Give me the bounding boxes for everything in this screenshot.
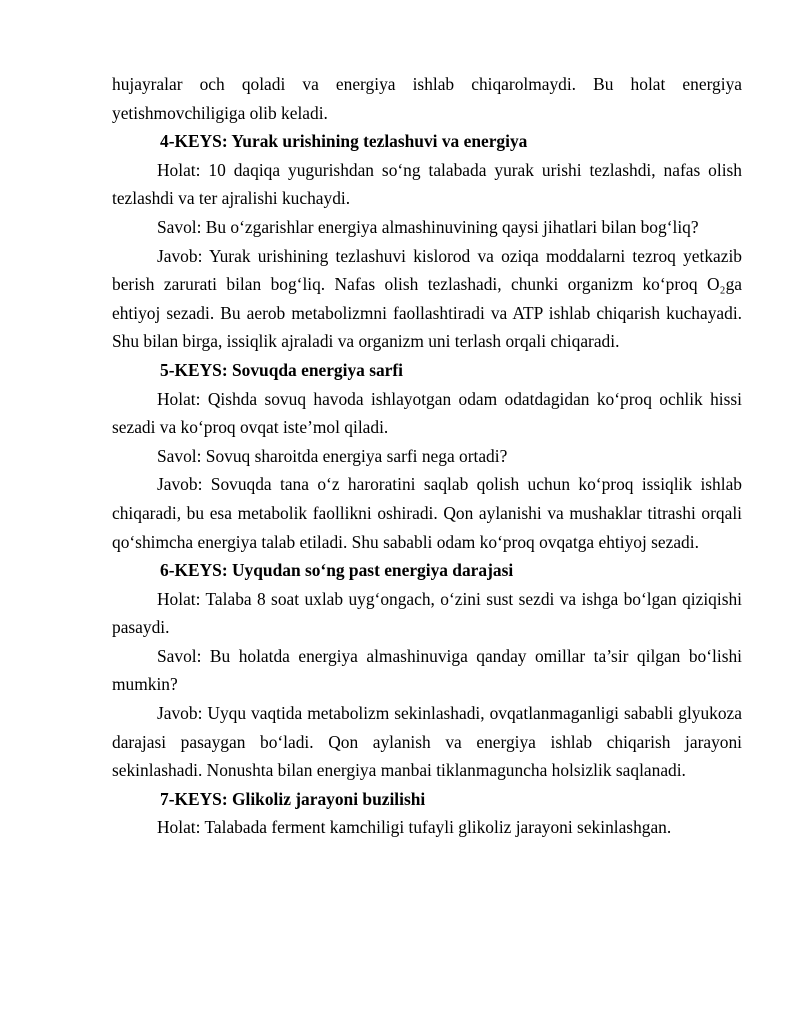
document-page xyxy=(112,70,742,842)
case-5-heading: 5-KEYS: Sovuqda energiya sarfi xyxy=(160,359,404,380)
case-6-answer: Javob: Uyqu vaqtida metabolizm sekinlashadi, ovqatlanmaganligi sababli glyukoza darajasi pasaygan bo‘ladi. Qon aylanish va energiya ishlab chiqarish jarayoni sekinlashadi. Nonushta bilan energiya manbai tiklanmaguncha holsizlik saqlanadi. xyxy=(112,703,742,781)
paragraph-continuation: hujayralar och qoladi va energiya ishlab chiqarolmaydi. Bu holat energiya yetishmovchiligiga olib keladi. xyxy=(112,74,742,123)
case-6-question: Savol: Bu holatda energiya almashinuviga qanday omillar ta’sir qilgan bo‘lishi mumkin? xyxy=(112,645,742,695)
case-6-situation: Holat: Talaba 8 soat uxlab uyg‘ongach, o‘zini sust sezdi va ishga bo‘lgan qiziqishi pasaydi. xyxy=(112,588,742,638)
case-7-heading: 7-KEYS: Glikoliz jarayoni buzilishi xyxy=(160,788,426,809)
case-7-situation: Holat: Talabada ferment kamchiligi tufayli glikoliz jarayoni sekinlashgan. xyxy=(157,817,672,838)
case-5-question: Savol: Sovuq sharoitda energiya sarfi nega ortadi? xyxy=(157,445,508,466)
case-5-answer: Javob: Sovuqda tana o‘z haroratini saqlab qolish uchun ko‘proq issiqlik ishlab chiqaradi, bu esa metabolik faollikni oshiradi. Qon aylanishi va mushaklar titrashi orqali qo‘shimcha energiya talab etiladi. Shu sababli odam ko‘proq ovqatga ehtiyoj sezadi. xyxy=(112,474,742,552)
case-4-heading: 4-KEYS: Yurak urishining tezlashuvi va energiya xyxy=(160,131,528,152)
case-4-question: Savol: Bu o‘zgarishlar energiya almashinuvining qaysi jihatlari bilan bog‘liq? xyxy=(157,216,699,237)
case-4-answer: Javob: Yurak urishining tezlashuvi kislorod va oziqa moddalarni tezroq yetkazib berish zarurati bilan bog‘liq. Nafas olish tezlashadi, chunki organizm ko‘proq O₂ga ehtiyoj sezadi. Bu aerob metabolizmni faollashtiradi va ATP ishlab chiqarish kuchayadi. Shu bilan birga, issiqlik ajraladi va organizm uni terlash orqali chiqaradi. xyxy=(112,245,742,352)
case-6-heading: 6-KEYS: Uyqudan so‘ng past energiya darajasi xyxy=(160,560,514,581)
case-4-situation: Holat: 10 daqiqa yugurishdan so‘ng talabada yurak urishi tezlashdi, nafas olish tezlashdi va ter ajralishi kuchaydi. xyxy=(112,159,742,209)
case-5-situation: Holat: Qishda sovuq havoda ishlayotgan odam odatdagidan ko‘proq ochlik hissi sezadi va ko‘proq ovqat iste’mol qiladi. xyxy=(112,388,742,438)
